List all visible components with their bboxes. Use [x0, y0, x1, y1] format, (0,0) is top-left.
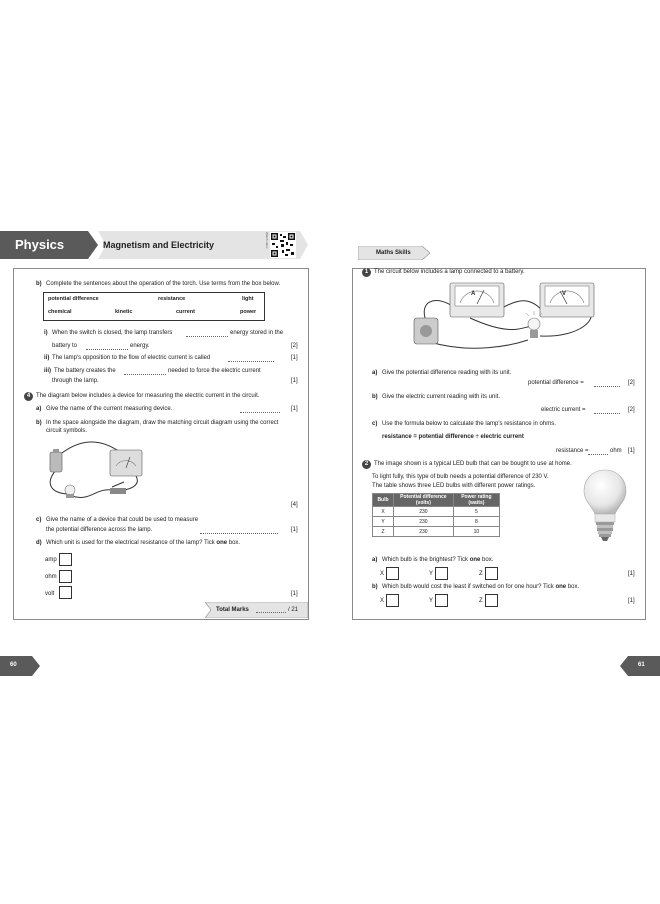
option-label: volt	[45, 591, 55, 597]
table-cell: 8	[453, 517, 499, 527]
marks: [4]	[291, 502, 298, 508]
circuit-illustration	[40, 438, 160, 508]
sub-label: c)	[36, 517, 42, 523]
total-marks-line[interactable]	[256, 607, 286, 613]
answer-prompt: resistance =	[556, 448, 589, 454]
question-text: To light fully, this type of bulb needs a potential difference of 230 V.	[372, 474, 549, 480]
answer-line[interactable]	[200, 528, 278, 534]
sub-label: ii)	[44, 355, 50, 361]
tick-box-amp[interactable]	[59, 553, 72, 566]
answer-line[interactable]	[228, 356, 274, 362]
table-cell: X	[373, 507, 394, 517]
table-cell: 10	[453, 527, 499, 537]
question-text: Use the formula below to calculate the lamp's resistance in ohms.	[382, 421, 556, 427]
option-label: Z	[479, 571, 483, 577]
table-row	[373, 527, 500, 537]
question-label: b)	[36, 281, 42, 287]
option-label: ohm	[45, 574, 57, 580]
tick-box-brightest-z[interactable]	[485, 567, 498, 580]
sentence-text: battery to	[52, 343, 78, 349]
marks: [2]	[628, 407, 635, 413]
sub-label: c)	[372, 421, 378, 427]
total-marks-value: / 21	[288, 607, 299, 613]
question-text: Which bulb is the brightest? Tick one box.	[382, 557, 494, 563]
unit: ohm	[610, 448, 622, 454]
table-cell: Z	[373, 527, 394, 537]
term: resistance	[158, 296, 186, 302]
qr-caption: Watch video	[265, 232, 269, 249]
question-text: circuit symbols.	[46, 428, 88, 434]
sub-label: b)	[36, 420, 42, 426]
question-text: Give the name of a device that could be used to measure	[46, 517, 199, 523]
table-cell: Y	[373, 517, 394, 527]
topic-title: Magnetism and Electricity	[103, 240, 215, 250]
term: chemical	[48, 309, 72, 315]
table-row	[373, 517, 500, 527]
subject-title: Physics	[15, 237, 65, 252]
marks: [1]	[291, 355, 298, 361]
question-text: The table shows three LED bulbs with different power ratings.	[372, 483, 536, 489]
sub-label: d)	[36, 540, 42, 546]
answer-prompt: potential difference =	[528, 380, 584, 386]
table-cell: 5	[453, 507, 499, 517]
question-text: Which unit is used for the electrical resistance of the lamp? Tick one box.	[46, 540, 241, 546]
table-header: Bulb	[373, 494, 394, 507]
sub-label: iii)	[44, 368, 51, 374]
sentence-text: energy stored in the	[230, 330, 284, 336]
question-2-intro: The image shown is a typical LED bulb that can be bought to use at home.	[374, 461, 572, 467]
table-header: Potential difference (volts)	[394, 494, 454, 507]
table-cell: 230	[394, 507, 454, 517]
total-marks-label: Total Marks	[216, 607, 249, 613]
tick-box-brightest-y[interactable]	[435, 567, 448, 580]
sub-label: b)	[372, 584, 378, 590]
meter-circuit-illustration	[410, 278, 610, 354]
option-label: Y	[429, 598, 434, 604]
answer-line[interactable]	[124, 369, 166, 375]
sentence-text: needed to force the electric current	[168, 368, 261, 374]
option-label: Y	[429, 571, 434, 577]
sentence-text: through the lamp.	[52, 378, 99, 384]
tick-box-volt[interactable]	[59, 586, 72, 599]
marks: [1]	[628, 571, 635, 577]
tick-box-cheapest-z[interactable]	[485, 594, 498, 607]
marks: [2]	[628, 380, 635, 386]
tick-box-cheapest-y[interactable]	[435, 594, 448, 607]
marks: [1]	[628, 448, 635, 454]
answer-line[interactable]	[86, 344, 128, 350]
marks: [1]	[291, 591, 298, 597]
table-row	[373, 507, 500, 517]
question-1-intro: The circuit below includes a lamp connected to a battery.	[374, 269, 525, 275]
answer-line[interactable]	[186, 331, 228, 337]
tick-box-ohm[interactable]	[59, 570, 72, 583]
formula: resistance = potential difference ÷ electric current	[382, 434, 524, 440]
sub-label: a)	[372, 370, 378, 376]
sentence-text: The battery creates the	[54, 368, 116, 374]
led-bulb-image	[582, 466, 628, 546]
term: power	[240, 309, 257, 315]
term: light	[242, 296, 254, 302]
sub-label: a)	[372, 557, 378, 563]
bulb-table	[372, 493, 500, 537]
question-number-badge: 4	[24, 392, 33, 401]
table-header: Power rating (watts)	[453, 494, 499, 507]
page-number-tab	[0, 656, 40, 676]
question-text: Give the electric current reading with its unit.	[382, 394, 501, 400]
question-text: Which bulb would cost the least if switched on for one hour? Tick one box.	[382, 584, 580, 590]
sub-label: b)	[372, 394, 378, 400]
answer-line[interactable]	[240, 407, 280, 413]
section-header: Maths Skills	[376, 250, 411, 256]
voltmeter-label: V	[562, 291, 567, 297]
question-text: the potential difference across the lamp.	[46, 527, 153, 533]
question-b-intro: Complete the sentences about the operation of the torch. Use terms from the box below.	[46, 281, 281, 287]
ammeter-label: A	[471, 291, 476, 297]
marks: [1]	[291, 378, 298, 384]
sentence-text: The lamp's opposition to the flow of electric current is called	[52, 355, 211, 361]
question-text: Give the potential difference reading with its unit.	[382, 370, 512, 376]
option-label: Z	[479, 598, 483, 604]
tick-box-brightest-x[interactable]	[386, 567, 399, 580]
sub-label: i)	[44, 330, 48, 336]
question-number-badge: 2	[362, 460, 371, 469]
answer-prompt: electric current =	[541, 407, 586, 413]
marks: [1]	[291, 527, 298, 533]
tick-box-cheapest-x[interactable]	[386, 594, 399, 607]
page-number: 60	[10, 662, 17, 668]
sentence-text: energy.	[130, 343, 150, 349]
option-label: amp	[45, 557, 57, 563]
option-label: X	[380, 571, 385, 577]
sentence-text: When the switch is closed, the lamp transfers	[52, 330, 173, 336]
question-text: In the space alongside the diagram, draw the matching circuit diagram using the correct	[46, 420, 279, 426]
term: current	[176, 309, 195, 315]
answer-line[interactable]	[594, 408, 620, 414]
table-cell: 230	[394, 517, 454, 527]
term: potential difference	[48, 296, 99, 302]
answer-line[interactable]	[588, 449, 608, 455]
term: kinetic	[115, 309, 133, 315]
question-4-intro: The diagram below includes a device for measuring the electric current in the circuit.	[36, 393, 260, 399]
question-number-badge: 1	[362, 268, 371, 277]
answer-line[interactable]	[594, 381, 620, 387]
sub-label: a)	[36, 406, 42, 412]
page-number: 61	[638, 662, 645, 668]
marks: [1]	[628, 598, 635, 604]
question-text: Give the name of the current measuring device.	[46, 406, 173, 412]
table-cell: 230	[394, 527, 454, 537]
marks: [2]	[291, 343, 298, 349]
option-label: X	[380, 598, 385, 604]
qr-code-icon[interactable]	[270, 232, 296, 258]
marks: [1]	[291, 406, 298, 412]
